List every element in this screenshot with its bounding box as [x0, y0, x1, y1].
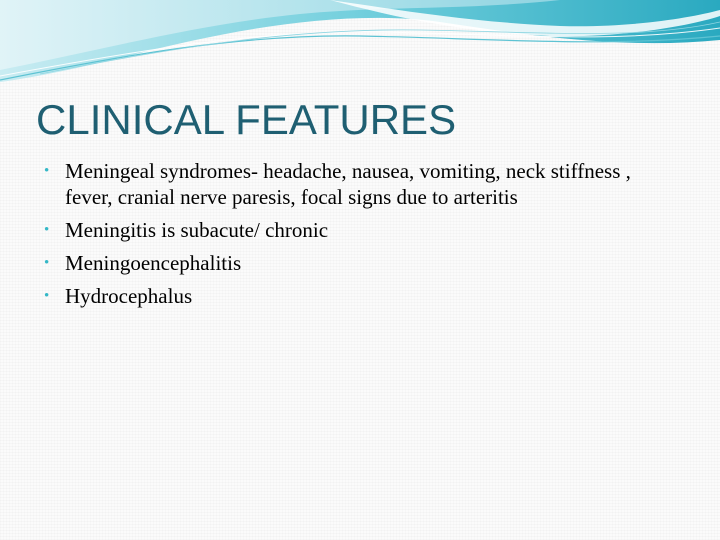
- bullet-item: [44, 217, 674, 243]
- bullet-marker: •: [44, 163, 50, 179]
- bullet-item: [44, 158, 674, 210]
- bullet-text: Meningoencephalitis: [65, 251, 242, 275]
- bullet-marker: •: [44, 255, 50, 271]
- bullet-item: [44, 250, 674, 276]
- bullet-marker: •: [44, 288, 50, 304]
- bullet-text: Meningitis is subacute/ chronic: [65, 218, 329, 242]
- bullet-text: Meningeal syndromes- headache, nausea, vomiting, neck stiffness , fever, cranial nerve paresis, focal signs due to arteritis: [65, 159, 631, 209]
- bullet-item: [44, 283, 674, 309]
- slide-title: CLINICAL FEATURES: [36, 96, 457, 143]
- bullet-text: Hydrocephalus: [65, 284, 193, 308]
- bullet-marker: •: [44, 222, 50, 238]
- bullet-list: [44, 158, 674, 316]
